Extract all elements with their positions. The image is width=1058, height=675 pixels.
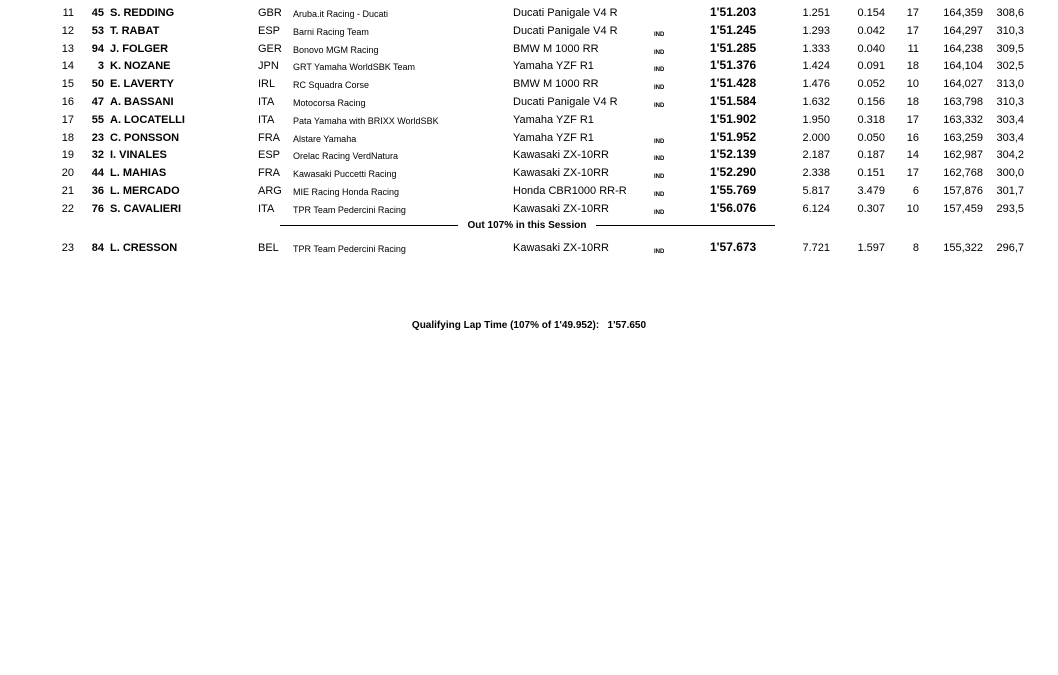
nation-cell: GER — [258, 42, 282, 55]
nation-cell: ARG — [258, 185, 282, 197]
gap-cell: 1.293 — [802, 24, 830, 37]
gap-previous-cell: 3.479 — [857, 185, 885, 197]
gap-previous-cell: 0.151 — [857, 167, 885, 180]
motorcycle-cell: Yamaha YZF R1 — [513, 131, 594, 144]
avg-speed-cell: 155,322 — [943, 242, 983, 254]
lap-time-cell: 1'51.376 — [710, 58, 757, 73]
tyre-cell: IND — [654, 49, 665, 56]
table-row — [0, 3, 1058, 21]
avg-speed-cell: 163,259 — [943, 131, 983, 144]
rider-number-cell: 36 — [91, 185, 104, 197]
gap-cell: 2.000 — [802, 131, 830, 144]
rider-number-cell: 45 — [91, 7, 104, 19]
nation-cell: ITA — [258, 96, 275, 108]
tyre-cell: IND — [654, 85, 665, 92]
max-speed-cell: 303,4 — [996, 113, 1024, 126]
max-speed-cell: 309,5 — [996, 42, 1024, 55]
team-cell: Kawasaki Puccetti Racing — [293, 169, 397, 180]
nation-cell: BEL — [258, 242, 279, 254]
rider-name-cell: J. FOLGER — [110, 42, 169, 55]
rider-number-cell: 44 — [91, 167, 104, 180]
gap-cell: 2.338 — [802, 167, 830, 180]
nation-cell: JPN — [258, 60, 279, 73]
gap-cell: 1.632 — [802, 96, 830, 108]
rider-number-cell: 84 — [91, 242, 104, 254]
rider-name-cell: A. LOCATELLI — [110, 113, 185, 126]
position-cell: 14 — [61, 60, 74, 73]
gap-previous-cell: 0.091 — [857, 60, 885, 73]
rider-number-cell: 55 — [91, 113, 104, 126]
table-row — [0, 56, 1058, 74]
motorcycle-cell: Honda CBR1000 RR-R — [513, 185, 627, 197]
max-speed-cell: 308,6 — [996, 7, 1024, 19]
gap-cell: 1.950 — [802, 113, 830, 126]
max-speed-cell: 293,5 — [996, 202, 1024, 215]
qualifying-lap-time-label: Qualifying Lap Time (107% of 1'49.952): — [411, 320, 600, 331]
rider-name-cell: K. NOZANE — [110, 60, 171, 73]
table-row — [0, 92, 1058, 110]
position-cell: 18 — [61, 131, 74, 144]
gap-cell: 7.721 — [802, 242, 830, 254]
gap-previous-cell: 0.052 — [857, 78, 885, 91]
avg-speed-cell: 163,798 — [943, 96, 983, 108]
max-speed-cell: 301,7 — [996, 185, 1024, 197]
avg-speed-cell: 163,332 — [943, 113, 983, 126]
rider-name-cell: T. RABAT — [110, 24, 160, 37]
avg-speed-cell: 162,987 — [943, 149, 983, 162]
nation-cell: ITA — [258, 113, 275, 126]
table-row — [0, 238, 1058, 256]
gap-previous-cell: 0.187 — [857, 149, 885, 162]
lap-time-cell: 1'55.769 — [710, 183, 757, 197]
max-speed-cell: 304,2 — [996, 149, 1024, 162]
rider-name-cell: L. MAHIAS — [110, 167, 167, 180]
max-speed-cell: 310,3 — [996, 24, 1024, 37]
avg-speed-cell: 162,768 — [943, 167, 983, 180]
cut-107-label: Out 107% in this Session — [467, 220, 587, 231]
lap-time-cell: 1'51.245 — [710, 22, 757, 37]
avg-speed-cell: 164,027 — [943, 78, 983, 91]
team-cell: Orelac Racing VerdNatura — [293, 151, 399, 162]
table-row — [0, 21, 1058, 39]
team-cell: GRT Yamaha WorldSBK Team — [293, 62, 416, 73]
gap-cell: 6.124 — [802, 202, 830, 215]
nation-cell: ESP — [258, 24, 281, 37]
laps-cell: 18 — [906, 60, 919, 73]
team-cell: Alstare Yamaha — [293, 133, 357, 144]
laps-cell: 14 — [906, 149, 919, 162]
gap-cell: 1.333 — [802, 42, 830, 55]
laps-cell: 17 — [906, 167, 919, 180]
motorcycle-cell: Kawasaki ZX-10RR — [513, 242, 609, 254]
motorcycle-cell: Kawasaki ZX-10RR — [513, 167, 609, 180]
divider-rule-left — [280, 225, 458, 226]
rider-name-cell: E. LAVERTY — [110, 78, 174, 91]
qualifying-lap-time — [0, 320, 1058, 331]
avg-speed-cell: 157,876 — [943, 185, 983, 197]
position-cell: 17 — [61, 113, 74, 126]
laps-cell: 11 — [907, 42, 919, 55]
position-cell: 13 — [61, 42, 74, 55]
avg-speed-cell: 157,459 — [943, 202, 983, 215]
rider-name-cell: I. VINALES — [110, 149, 167, 162]
lap-time-cell: 1'51.285 — [710, 40, 757, 55]
motorcycle-cell: Kawasaki ZX-10RR — [513, 149, 609, 162]
gap-cell: 2.187 — [802, 149, 830, 162]
table-row — [0, 74, 1058, 92]
max-speed-cell: 302,5 — [996, 60, 1024, 73]
laps-cell: 10 — [906, 202, 919, 215]
gap-previous-cell: 0.040 — [857, 42, 885, 55]
table-row — [0, 39, 1058, 57]
laps-cell: 6 — [912, 185, 919, 197]
avg-speed-cell: 164,297 — [943, 24, 983, 37]
laps-cell: 17 — [906, 113, 919, 126]
gap-cell: 1.251 — [802, 7, 830, 19]
team-cell: Aruba.it Racing - Ducati — [293, 9, 389, 19]
position-cell: 15 — [61, 78, 74, 91]
max-speed-cell: 310,3 — [996, 96, 1024, 108]
cut-107-divider — [280, 217, 775, 235]
laps-cell: 17 — [906, 7, 919, 19]
team-cell: MIE Racing Honda Racing — [293, 187, 400, 197]
rider-name-cell: L. CRESSON — [110, 242, 178, 254]
avg-speed-cell: 164,104 — [943, 60, 983, 73]
laps-cell: 16 — [906, 131, 919, 144]
position-cell: 23 — [61, 242, 74, 254]
tyre-cell: IND — [654, 156, 665, 163]
max-speed-cell: 303,4 — [996, 131, 1024, 144]
gap-previous-cell: 0.042 — [857, 24, 885, 37]
nation-cell: FRA — [258, 131, 280, 144]
table-row — [0, 110, 1058, 128]
tyre-cell: IND — [654, 192, 665, 198]
gap-cell: 1.476 — [802, 78, 830, 91]
position-cell: 19 — [61, 149, 74, 162]
rider-number-cell: 76 — [91, 202, 104, 215]
gap-previous-cell: 0.156 — [857, 96, 885, 108]
position-cell: 16 — [61, 96, 74, 108]
gap-previous-cell: 0.154 — [857, 7, 885, 19]
lap-time-cell: 1'56.076 — [710, 200, 757, 215]
lap-time-cell: 1'51.902 — [710, 111, 757, 126]
position-cell: 22 — [61, 202, 74, 215]
tyre-cell: IND — [654, 138, 665, 145]
max-speed-cell: 313,0 — [996, 78, 1024, 91]
position-cell: 12 — [61, 24, 74, 37]
max-speed-cell: 300,0 — [996, 167, 1024, 180]
laps-cell: 18 — [906, 96, 919, 108]
position-cell: 20 — [61, 167, 74, 180]
max-speed-cell: 296,7 — [996, 242, 1024, 254]
gap-previous-cell: 0.318 — [857, 113, 885, 126]
motorcycle-cell: Yamaha YZF R1 — [513, 60, 594, 73]
team-cell: Barni Racing Team — [293, 26, 369, 37]
nation-cell: GBR — [258, 7, 282, 19]
gap-previous-cell: 0.050 — [857, 131, 885, 144]
lap-time-cell: 1'57.673 — [710, 240, 757, 254]
table-row — [0, 163, 1058, 181]
tyre-cell: IND — [654, 249, 665, 255]
motorcycle-cell: Yamaha YZF R1 — [513, 113, 594, 126]
position-cell: 21 — [61, 185, 74, 197]
team-cell: TPR Team Pedercini Racing — [293, 244, 406, 254]
table-row — [0, 128, 1058, 146]
gap-cell: 5.817 — [802, 185, 830, 197]
tyre-cell: IND — [654, 67, 665, 74]
laps-cell: 17 — [906, 24, 919, 37]
team-cell: TPR Team Pedercini Racing — [293, 204, 406, 215]
tyre-cell: IND — [654, 103, 665, 109]
qualifying-lap-time-value: 1'57.650 — [607, 320, 647, 331]
nation-cell: FRA — [258, 167, 280, 180]
team-cell: RC Squadra Corse — [293, 80, 370, 91]
lap-time-cell: 1'51.952 — [710, 129, 757, 144]
lap-time-cell: 1'52.290 — [710, 165, 757, 180]
rider-number-cell: 47 — [91, 96, 104, 108]
rider-number-cell: 3 — [97, 60, 104, 73]
team-cell: Pata Yamaha with BRIXX WorldSBK — [293, 115, 439, 126]
rider-number-cell: 94 — [91, 42, 104, 55]
rider-name-cell: S. REDDING — [110, 7, 175, 19]
rider-number-cell: 50 — [91, 78, 104, 91]
nation-cell: ESP — [258, 149, 281, 162]
tyre-cell: IND — [654, 174, 665, 181]
lap-time-cell: 1'51.203 — [710, 5, 757, 19]
rider-number-cell: 32 — [91, 149, 104, 162]
nation-cell: ITA — [258, 202, 275, 215]
tyre-cell: IND — [654, 209, 665, 216]
lap-time-cell: 1'51.428 — [710, 76, 757, 91]
nation-cell: IRL — [258, 78, 276, 91]
rider-name-cell: C. PONSSON — [110, 131, 180, 144]
laps-cell: 8 — [912, 242, 919, 254]
motorcycle-cell: Ducati Panigale V4 R — [513, 96, 618, 108]
rider-name-cell: S. CAVALIERI — [110, 202, 182, 215]
rider-name-cell: A. BASSANI — [110, 96, 174, 108]
lap-time-cell: 1'51.584 — [710, 94, 757, 108]
table-row — [0, 199, 1058, 217]
motorcycle-cell: Ducati Panigale V4 R — [513, 7, 618, 19]
rider-number-cell: 23 — [91, 131, 104, 144]
avg-speed-cell: 164,359 — [943, 7, 983, 19]
position-cell: 11 — [62, 7, 74, 19]
team-cell: Motocorsa Racing — [293, 98, 366, 108]
gap-cell: 1.424 — [802, 60, 830, 73]
motorcycle-cell: Ducati Panigale V4 R — [513, 24, 618, 37]
laps-cell: 10 — [906, 78, 919, 91]
motorcycle-cell: BMW M 1000 RR — [513, 78, 599, 91]
rider-name-cell: L. MERCADO — [110, 185, 180, 197]
rider-number-cell: 53 — [91, 24, 104, 37]
motorcycle-cell: Kawasaki ZX-10RR — [513, 202, 609, 215]
tyre-cell: IND — [654, 31, 665, 38]
motorcycle-cell: BMW M 1000 RR — [513, 42, 599, 55]
lap-time-cell: 1'52.139 — [710, 147, 757, 162]
divider-rule-right — [596, 225, 775, 226]
gap-previous-cell: 1.597 — [857, 242, 885, 254]
avg-speed-cell: 164,238 — [943, 42, 983, 55]
gap-previous-cell: 0.307 — [857, 202, 885, 215]
table-row — [0, 181, 1058, 199]
table-row — [0, 145, 1058, 163]
team-cell: Bonovo MGM Racing — [293, 44, 379, 55]
